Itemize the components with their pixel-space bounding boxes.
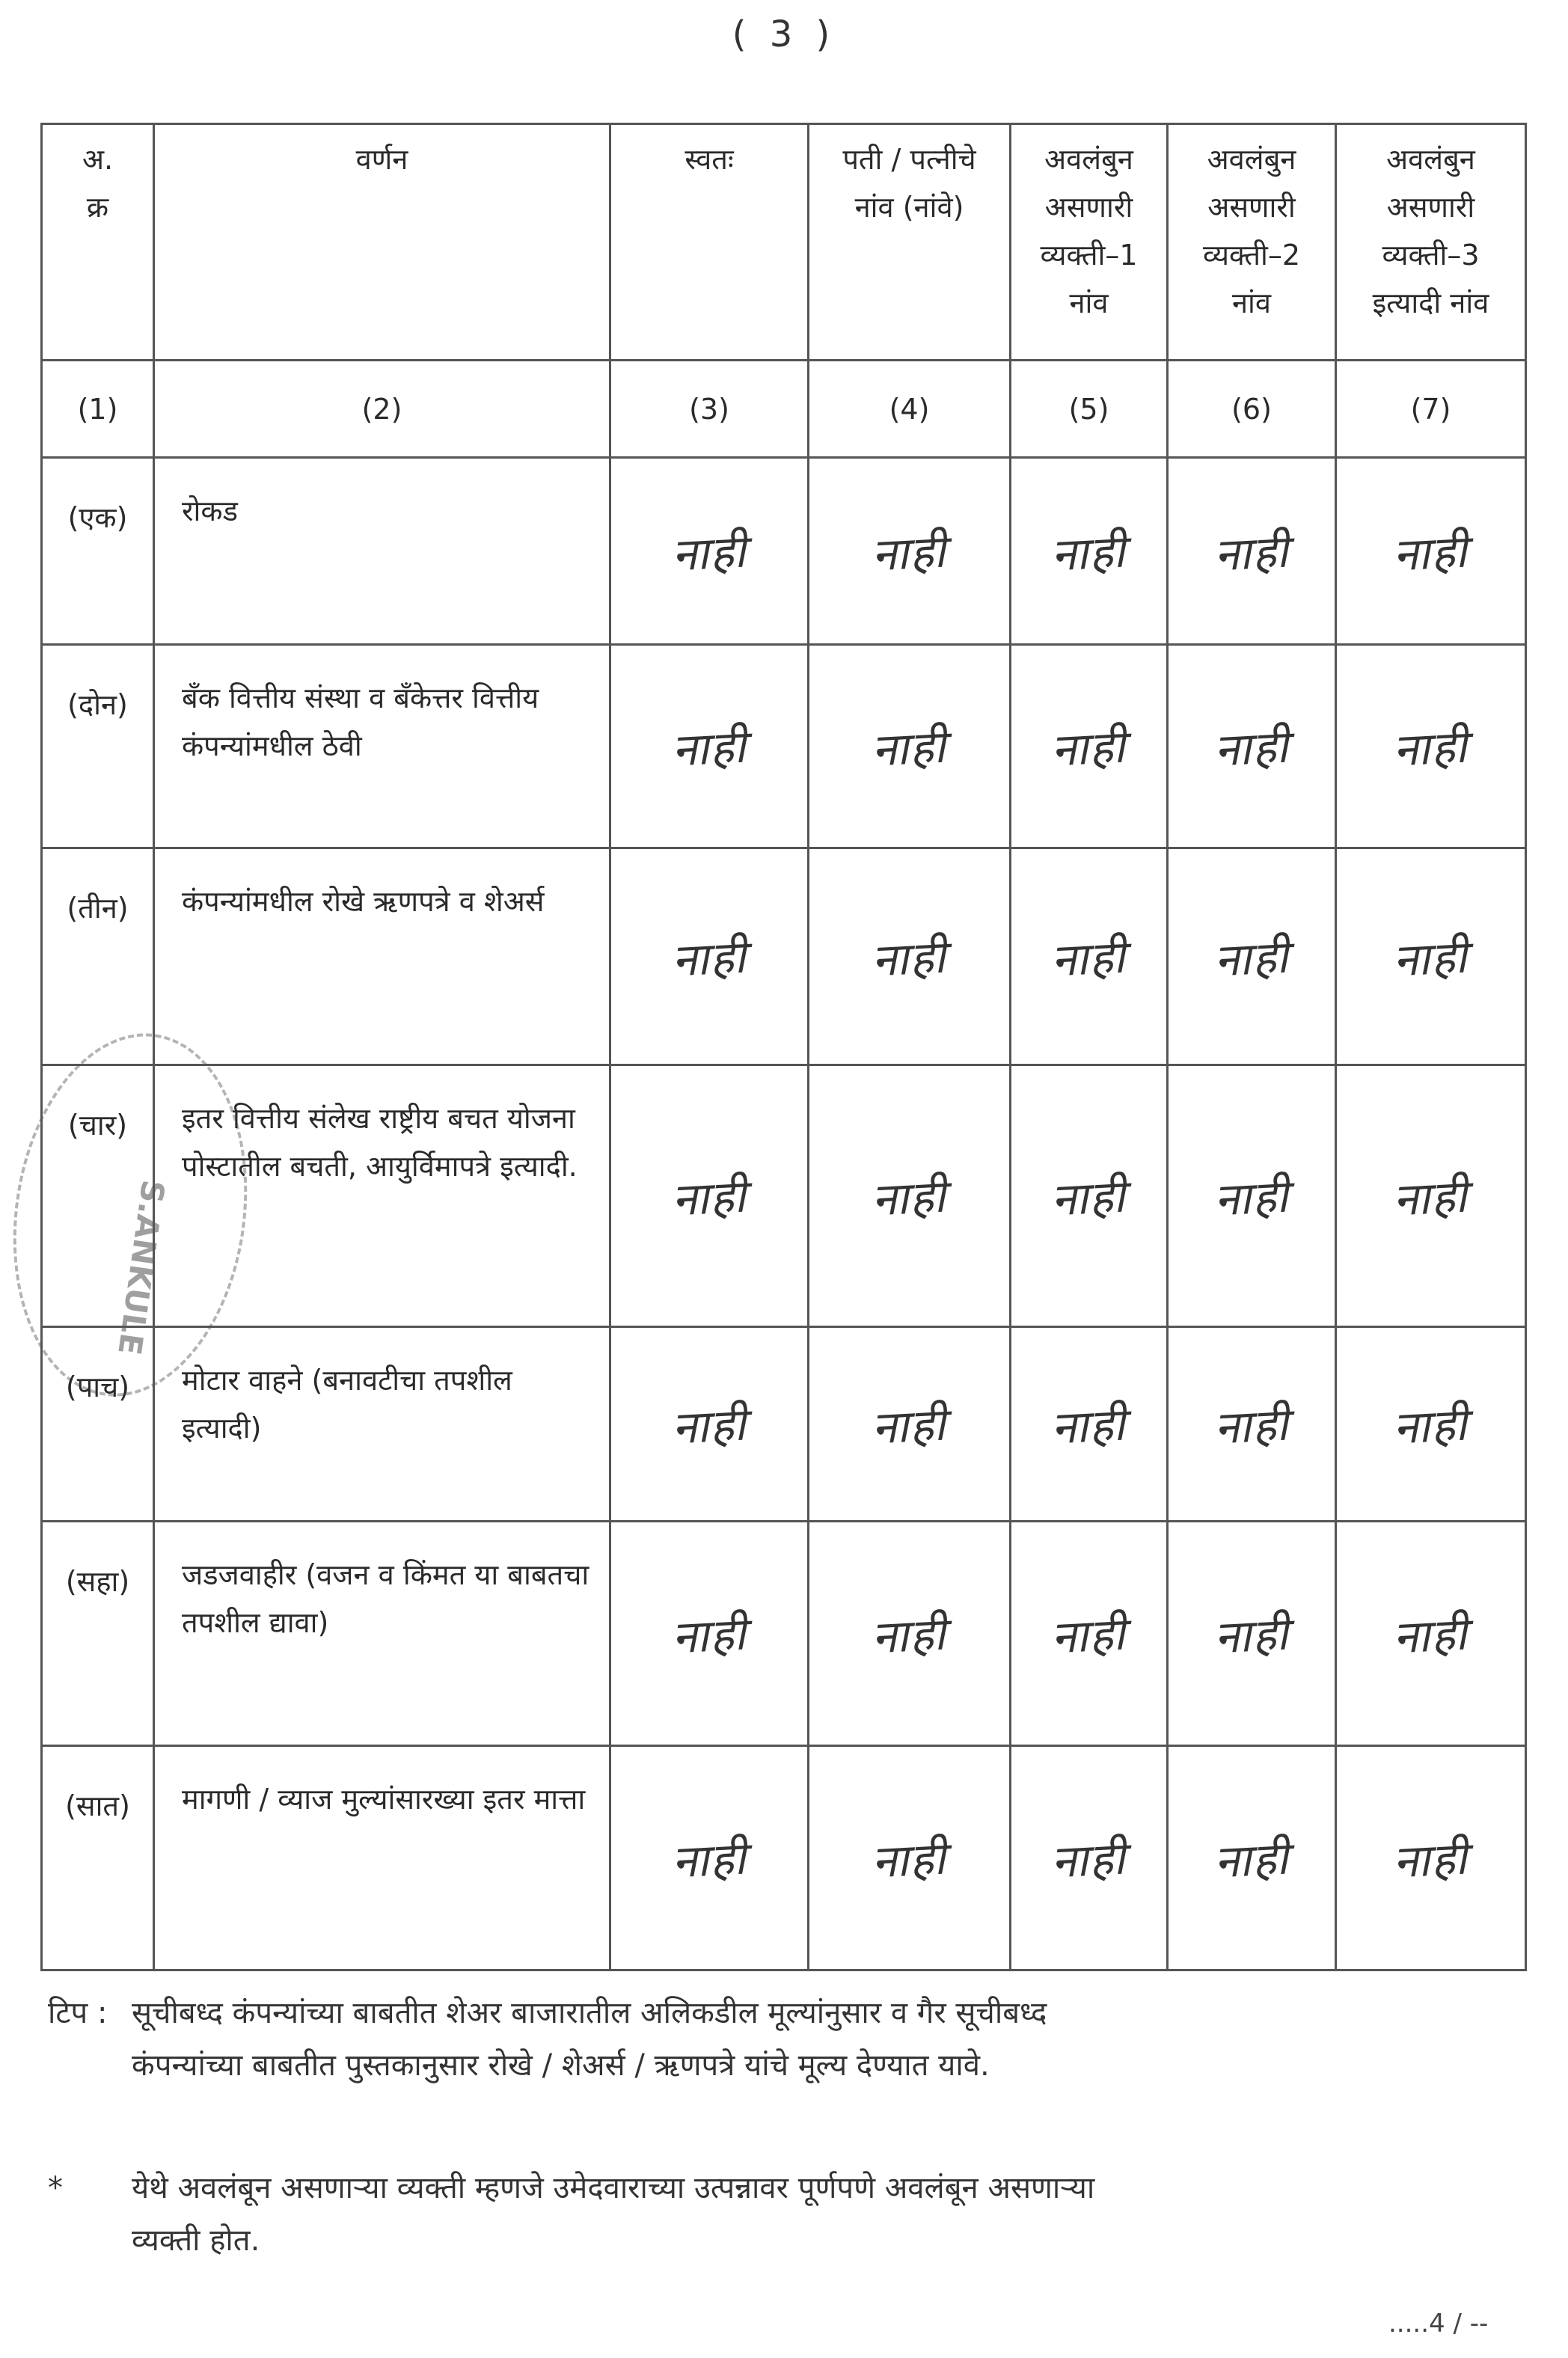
- handwritten-value: नाही: [670, 1397, 749, 1455]
- header-cell: अवलंबुन असणारी व्यक्ती–1 नांव: [1011, 124, 1168, 361]
- handwritten-value-cell: [610, 458, 809, 645]
- row-description: इतर वित्तीय संलेख राष्ट्रीय बचत योजना पोस्टातील बचती, आयुर्विमापत्रे इत्यादी.: [154, 1065, 610, 1327]
- handwritten-value: नाही: [1050, 1607, 1128, 1665]
- handwritten-value: नाही: [1213, 1831, 1291, 1889]
- row-serial: (चार): [42, 1065, 154, 1327]
- row-description: मोटार वाहने (बनावटीचा तपशील इत्यादी): [154, 1327, 610, 1522]
- handwritten-value: नाही: [1391, 1607, 1470, 1665]
- page-number: ( 3 ): [732, 13, 836, 55]
- handwritten-value-cell: [1168, 645, 1336, 848]
- handwritten-value-cell: [1168, 1522, 1336, 1746]
- handwritten-value-cell: [1336, 1327, 1526, 1522]
- handwritten-value-cell: [809, 1327, 1011, 1522]
- handwritten-value-cell: [809, 645, 1011, 848]
- column-number-row: [42, 361, 1526, 458]
- handwritten-value: नाही: [1391, 1169, 1470, 1227]
- tip-line-2: कंपन्यांच्या बाबतीत पुस्तकानुसार रोखे / शेअर्स / ऋणपत्रे यांचे मूल्य देण्यात यावे.: [132, 2048, 990, 2083]
- handwritten-value: नाही: [670, 1169, 749, 1227]
- handwritten-value: नाही: [1391, 930, 1470, 987]
- row-description: बँक वित्तीय संस्था व बँकेत्तर वित्तीय कंपन्यांमधील ठेवी: [154, 645, 610, 848]
- row-serial: (एक): [42, 458, 154, 645]
- handwritten-value: नाही: [870, 1169, 949, 1227]
- header-cell: वर्णन: [154, 124, 610, 361]
- handwritten-value-cell: [1336, 1746, 1526, 1970]
- handwritten-value: नाही: [1213, 1397, 1291, 1455]
- tip-line-1: सूचीबध्द कंपन्यांच्या बाबतीत शेअर बाजारातील अलिकडील मूल्यांनुसार व गैर सूचीबध्द: [132, 1996, 1047, 2030]
- star-line-2: व्यक्ती होत.: [132, 2223, 260, 2258]
- star-label: *: [48, 2171, 63, 2205]
- next-page-marker: .....4 / --: [1388, 2309, 1489, 2339]
- handwritten-value-cell: [1336, 458, 1526, 645]
- table-row: [42, 848, 1526, 1065]
- handwritten-value-cell: [1168, 1327, 1336, 1522]
- table-row: [42, 458, 1526, 645]
- column-number-cell: (4): [809, 361, 1011, 458]
- handwritten-value-cell: [1011, 1746, 1168, 1970]
- column-number-cell: (1): [42, 361, 154, 458]
- column-number-cell: (7): [1336, 361, 1526, 458]
- handwritten-value-cell: [1336, 1065, 1526, 1327]
- row-description: जडजवाहीर (वजन व किंमत या बाबतचा तपशील द्यावा): [154, 1522, 610, 1746]
- header-cell: स्वतः: [610, 124, 809, 361]
- handwritten-value: नाही: [670, 930, 749, 987]
- row-description: रोकड: [154, 458, 610, 645]
- star-line-1: येथे अवलंबून असणाऱ्या व्यक्ती म्हणजे उमेदवाराच्या उत्पन्नावर पूर्णपणे अवलंबून असणाऱ्या: [132, 2171, 1095, 2205]
- handwritten-value: नाही: [1213, 930, 1291, 987]
- handwritten-value: नाही: [670, 1607, 749, 1665]
- handwritten-value: नाही: [870, 930, 949, 987]
- handwritten-value: नाही: [1391, 1831, 1470, 1889]
- handwritten-value: नाही: [870, 720, 949, 777]
- handwritten-value: नाही: [1050, 720, 1128, 777]
- row-serial: (तीन): [42, 848, 154, 1065]
- handwritten-value: नाही: [1391, 720, 1470, 777]
- handwritten-value-cell: [610, 645, 809, 848]
- row-description: कंपन्यांमधील रोखे ऋणपत्रे व शेअर्स: [154, 848, 610, 1065]
- handwritten-value-cell: [1168, 458, 1336, 645]
- handwritten-value: नाही: [1213, 1607, 1291, 1665]
- header-cell: अ. क्र: [42, 124, 154, 361]
- handwritten-value: नाही: [1050, 524, 1128, 582]
- column-number-cell: (3): [610, 361, 809, 458]
- handwritten-value-cell: [610, 1065, 809, 1327]
- header-cell: अवलंबुन असणारी व्यक्ती–3 इत्यादी नांव: [1336, 124, 1526, 361]
- header-row: [42, 124, 1526, 361]
- handwritten-value: नाही: [1391, 1397, 1470, 1455]
- row-serial: (पाच): [42, 1327, 154, 1522]
- handwritten-value: नाही: [1050, 1169, 1128, 1227]
- handwritten-value-cell: [809, 458, 1011, 645]
- header-cell: अवलंबुन असणारी व्यक्ती–2 नांव: [1168, 124, 1336, 361]
- handwritten-value: नाही: [1050, 1831, 1128, 1889]
- handwritten-value-cell: [610, 1522, 809, 1746]
- handwritten-value-cell: [610, 1327, 809, 1522]
- table-row: [42, 1065, 1526, 1327]
- handwritten-value-cell: [1011, 1522, 1168, 1746]
- handwritten-value-cell: [1168, 848, 1336, 1065]
- column-number-cell: (6): [1168, 361, 1336, 458]
- row-description: मागणी / व्याज मुल्यांसारख्या इतर मात्ता: [154, 1746, 610, 1970]
- notary-stamp-text: S.ANKULE: [111, 1178, 172, 1358]
- column-number-cell: (2): [154, 361, 610, 458]
- handwritten-value: नाही: [1050, 1397, 1128, 1455]
- handwritten-value: नाही: [1213, 720, 1291, 777]
- handwritten-value: नाही: [670, 1831, 749, 1889]
- table-row: [42, 1522, 1526, 1746]
- handwritten-value: नाही: [1391, 524, 1470, 582]
- table-row: [42, 1327, 1526, 1522]
- handwritten-value: नाही: [870, 1397, 949, 1455]
- header-cell: पती / पत्नीचे नांव (नांवे): [809, 124, 1011, 361]
- handwritten-value: नाही: [870, 1831, 949, 1889]
- handwritten-value-cell: [1336, 645, 1526, 848]
- handwritten-value-cell: [1336, 848, 1526, 1065]
- handwritten-value-cell: [1011, 458, 1168, 645]
- handwritten-value-cell: [1011, 848, 1168, 1065]
- handwritten-value-cell: [1011, 1327, 1168, 1522]
- tip-label: टिप :: [48, 1996, 108, 2030]
- handwritten-value: नाही: [1213, 1169, 1291, 1227]
- handwritten-value-cell: [1168, 1746, 1336, 1970]
- handwritten-value: नाही: [870, 1607, 949, 1665]
- handwritten-value-cell: [809, 848, 1011, 1065]
- handwritten-value-cell: [610, 848, 809, 1065]
- handwritten-value: नाही: [670, 524, 749, 582]
- handwritten-value-cell: [1011, 645, 1168, 848]
- dependent-note: [48, 2162, 1514, 2267]
- table-row: [42, 645, 1526, 848]
- handwritten-value: नाही: [670, 720, 749, 777]
- handwritten-value-cell: [809, 1065, 1011, 1327]
- handwritten-value: नाही: [870, 524, 949, 582]
- table-row: [42, 1746, 1526, 1970]
- row-serial: (सात): [42, 1746, 154, 1970]
- handwritten-value-cell: [1168, 1065, 1336, 1327]
- row-serial: (दोन): [42, 645, 154, 848]
- handwritten-value-cell: [809, 1522, 1011, 1746]
- row-serial: (सहा): [42, 1522, 154, 1746]
- handwritten-value-cell: [1011, 1065, 1168, 1327]
- column-number-cell: (5): [1011, 361, 1168, 458]
- asset-table: [40, 123, 1527, 1971]
- tip-note: [48, 1987, 1514, 2092]
- handwritten-value-cell: [610, 1746, 809, 1970]
- handwritten-value-cell: [1336, 1522, 1526, 1746]
- handwritten-value-cell: [809, 1746, 1011, 1970]
- handwritten-value: नाही: [1213, 524, 1291, 582]
- handwritten-value: नाही: [1050, 930, 1128, 987]
